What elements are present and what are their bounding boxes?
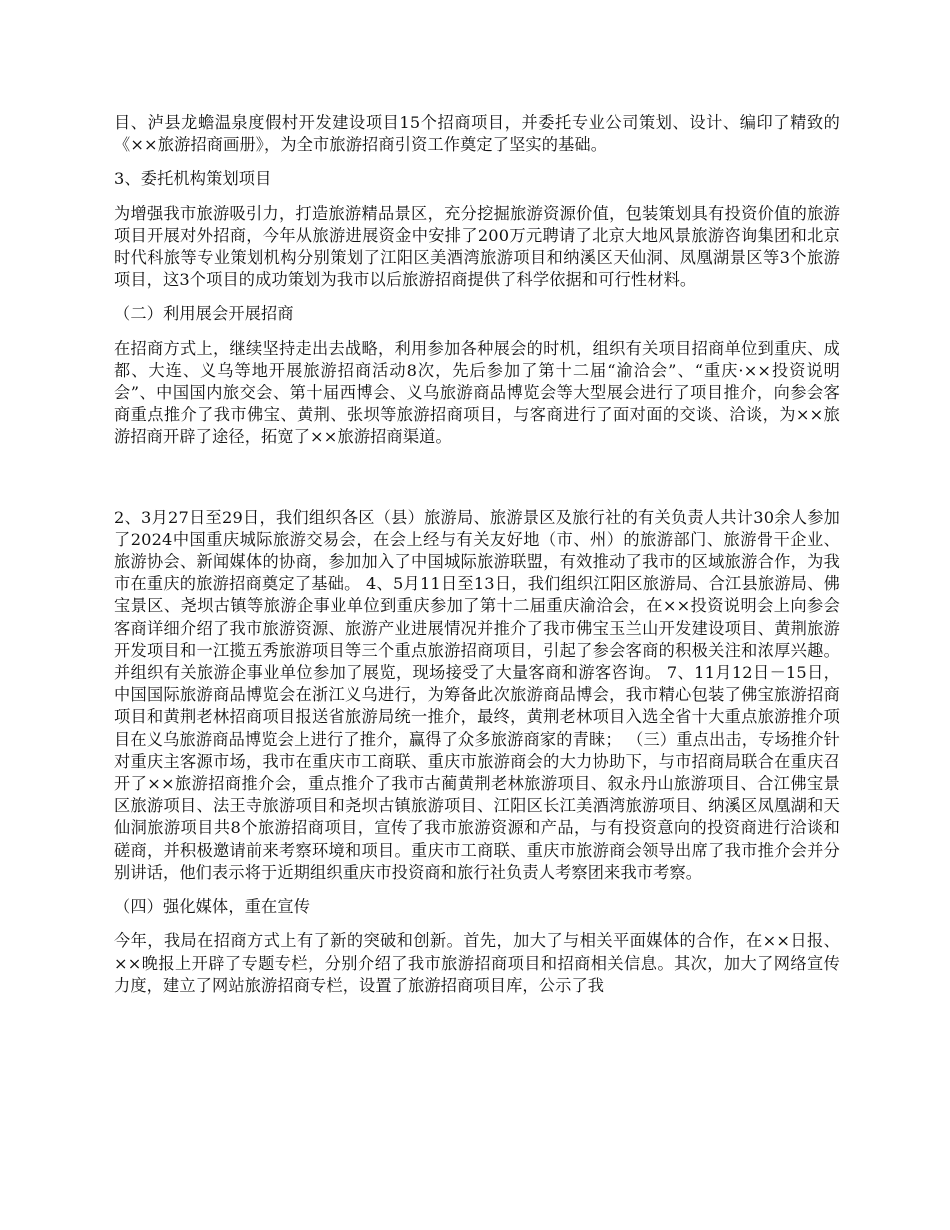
section-heading-media: （四）强化媒体，重在宣传 (114, 897, 311, 917)
paragraph-events: 2、3月27日至29日，我们组织各区（县）旅游局、旅游景区及旅行社的有关负责人共计30余人参加了2024中国重庆城际旅游交易会，在会上经与有关友好地（市、州）的旅游部门、旅游骨干企业、旅游协会、新闻媒体的协商，参加加入了中国城际旅游联盟，有效推动了我市的区域旅游合作，为我市在重庆的旅游招商奠定了基础。 4、5月11日至13日，我们组织江阳区旅游局、合江县旅游局、佛宝景区、尧坝古镇等旅游企事业单位到重庆参加了第十二届重庆渝洽会，在××投资说明会上向参会客商详细介绍了我市旅游资源、旅游产业进展情况并推介了我市佛宝玉兰山开发建设项目、黄荆旅游开发项目和一江揽五秀旅游项目等三个重点旅游招商项目，引起了参会客商的积极关注和浓厚兴趣。并组织有关旅游企事业单位参加了展览，现场接受了大量客商和游客咨询。 7、11月12日－15日，中国国际旅游商品博览会在浙江义乌进行，为筹备此次旅游商品博会，我市精心包装了佛宝旅游招商项目和黄荆老林招商项目报送省旅游局统一推介，最终，黄荆老林项目入选全省十大重点旅游推介项目在义乌旅游商品博览会上进行了推介，赢得了众多旅游商家的青睐； （三）重点出击，专场推介针对重庆主客源市场，我市在重庆市工商联、重庆市旅游商会的大力协助下，与市招商局联合在重庆召开了××旅游招商推介会，重点推介了我市古蔺黄荆老林旅游项目、叙永丹山旅游项目、合江佛宝景区旅游项目、法王寺旅游项目和尧坝古镇旅游项目、江阳区长江美酒湾旅游项目、纳溪区凤凰湖和天仙洞旅游项目共8个旅游招商项目，宣传了我市旅游资源和产品，与有投资意向的投资商进行洽谈和磋商，并积极邀请前来考察环境和项目。重庆市工商联、重庆市旅游商会领导出席了我市推介会并分别讲话，他们表示将于近期组织重庆市投资商和旅行社负责人考察团来我市考察。 (114, 507, 840, 882)
paragraph-planning: 为增强我市旅游吸引力，打造旅游精品景区，充分挖掘旅游资源价值，包装策划具有投资价值的旅游项目开展对外招商，今年从旅游进展资金中安排了200万元聘请了北京大地风景旅游咨询集团和北京时代科旅等专业策划机构分别策划了江阳区美酒湾旅游项目和纳溪区天仙洞、凤凰湖景区等3个旅游项目，这3个项目的成功策划为我市以后旅游招商提供了科学依据和可行性材料。 (114, 203, 840, 290)
section-heading-commission-planning: 3、委托机构策划项目 (114, 169, 272, 189)
document-body (114, 112, 840, 997)
paragraph-continuation: 目、泸县龙蟾温泉度假村开发建设项目15个招商项目，并委托专业公司策划、设计、编印了精致的《××旅游招商画册》，为全市旅游招商引资工作奠定了坚实的基础。 (114, 113, 840, 155)
section-heading-exhibitions: （二）利用展会开展招商 (114, 304, 294, 324)
paragraph-exhibitions: 在招商方式上，继续坚持走出去战略，利用参加各种展会的时机，组织有关项目招商单位到重庆、成都、大连、义乌等地开展旅游招商活动8次，先后参加了第十二届“渝洽会”、“重庆·××投资说明会”、中国国内旅交会、第十届西博会、义乌旅游商品博览会等大型展会进行了项目推介，向参会客商重点推介了我市佛宝、黄荆、张坝等旅游招商项目，与客商进行了面对面的交谈、洽谈，为××旅游招商开辟了途径，拓宽了××旅游招商渠道。 (114, 338, 840, 447)
paragraph-media: 今年，我局在招商方式上有了新的突破和创新。首先，加大了与相关平面媒体的合作，在××日报、××晚报上开辟了专题专栏，分别介绍了我市旅游招商项目和招商相关信息。其次，加大了网络宣传力度，建立了网站旅游招商专栏，设置了旅游招商项目库，公示了我 (114, 931, 840, 995)
